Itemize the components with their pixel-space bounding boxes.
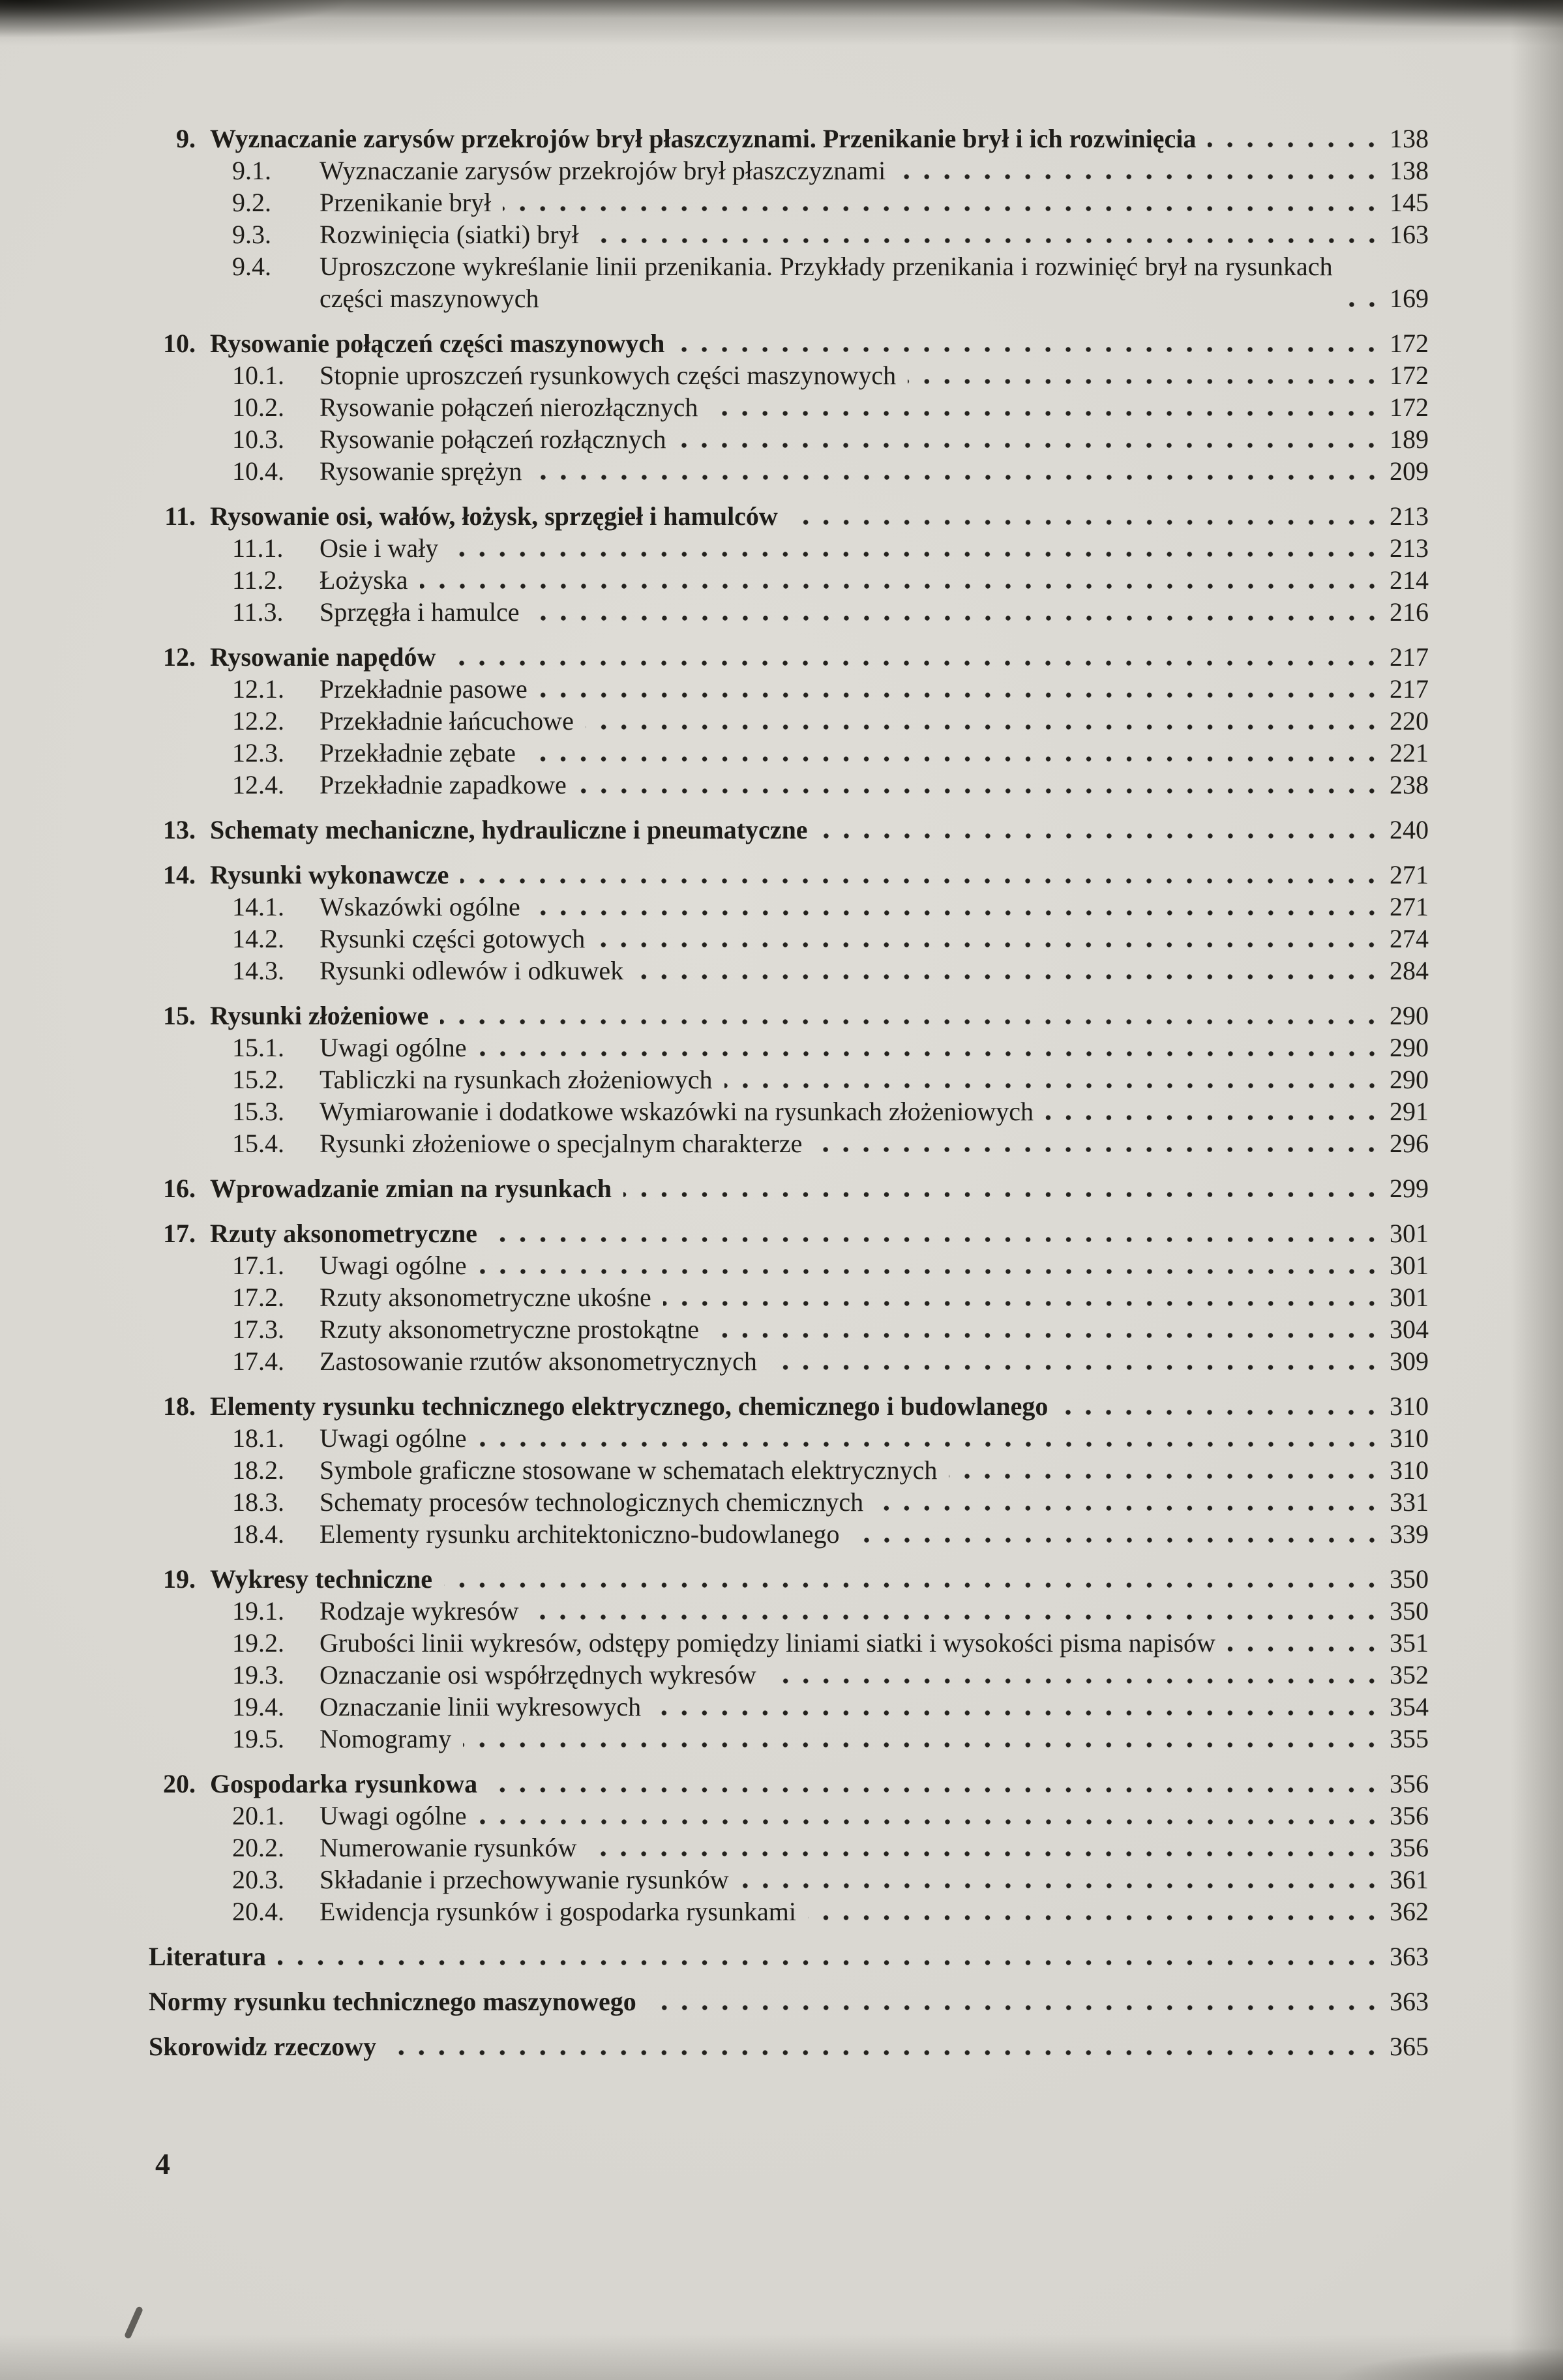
- entry-page: 290: [1390, 1001, 1429, 1030]
- entry-number: 15.: [163, 1001, 196, 1030]
- dot-leader: [479, 1440, 1382, 1448]
- dot-leader: [460, 877, 1382, 885]
- toc-row: [149, 186, 1450, 218]
- entry-title: Rozwinięcia (siatki) brył: [320, 220, 579, 249]
- entry-title: Przekładnie łańcuchowe: [320, 706, 574, 736]
- entry-title: Rysunki złożeniowe: [210, 1001, 429, 1030]
- entry-number: 19.4.: [232, 1692, 284, 1721]
- entry-title: Uwagi ogólne: [320, 1251, 467, 1280]
- toc-row: [149, 2030, 1450, 2062]
- entry-title: Rzuty aksonometryczne prostokątne: [320, 1315, 700, 1344]
- toc-row: [149, 1659, 1450, 1691]
- toc-row: [149, 327, 1450, 359]
- entry-title: Stopnie uproszczeń rysunkowych części maszynowych: [320, 361, 897, 390]
- entry-number: 19.: [163, 1564, 196, 1594]
- dot-leader: [447, 659, 1382, 667]
- scan-artifact-right-edge: [1511, 0, 1563, 2380]
- entry-title: Schematy procesów technologicznych chemicznych: [320, 1487, 864, 1517]
- entry-page: 309: [1390, 1346, 1429, 1376]
- entry-number: 18.: [163, 1391, 196, 1421]
- entry-page: 352: [1390, 1660, 1429, 1689]
- entry-page: 209: [1390, 456, 1429, 486]
- entry-number: 20.: [163, 1769, 196, 1798]
- scan-artifact-bottom-edge: [0, 2334, 1563, 2380]
- entry-number: 9.2.: [232, 188, 271, 217]
- dot-leader: [489, 1236, 1382, 1243]
- entry-page: 169: [1390, 284, 1429, 313]
- entry-title: Uwagi ogólne: [320, 1033, 467, 1062]
- entry-page: 310: [1390, 1391, 1429, 1421]
- entry-title: Wskazówki ogólne: [320, 892, 520, 921]
- toc-row: [149, 673, 1450, 705]
- entry-number: 11.: [164, 501, 196, 531]
- toc-row: [149, 923, 1450, 955]
- entry-number: 10.4.: [232, 456, 284, 486]
- entry-title: Przenikanie brył: [320, 188, 492, 217]
- entry-page: 163: [1390, 220, 1429, 249]
- toc-row: [149, 1486, 1450, 1518]
- dot-leader: [623, 1191, 1382, 1198]
- entry-title: Tabliczki na rysunkach złożeniowych: [320, 1065, 713, 1094]
- entry-page: 310: [1390, 1455, 1429, 1485]
- dot-leader: [578, 787, 1382, 795]
- dot-leader: [949, 1472, 1382, 1480]
- dot-leader: [648, 2004, 1382, 2012]
- entry-number: 20.4.: [232, 1897, 284, 1926]
- entry-title: Rysowanie osi, wałów, łożysk, sprzęgieł i hamulców: [210, 501, 778, 531]
- entry-title: Grubości linii wykresów, odstępy pomiędzy liniami siatki i wysokości pisma napisów: [320, 1628, 1215, 1658]
- entry-page: 217: [1390, 642, 1429, 672]
- entry-number: 17.3.: [232, 1315, 284, 1344]
- entry-number: 9.1.: [232, 156, 271, 185]
- toc-row: [149, 1313, 1450, 1345]
- toc-row: [149, 814, 1450, 846]
- entry-page: 361: [1390, 1865, 1429, 1894]
- entry-number: 19.2.: [232, 1628, 284, 1658]
- dot-leader: [852, 1536, 1382, 1544]
- entry-page: 238: [1390, 770, 1429, 799]
- dot-leader: [908, 378, 1382, 385]
- entry-number: 20.1.: [232, 1801, 284, 1830]
- entry-number: 17.2.: [232, 1283, 284, 1312]
- dot-leader: [1045, 1114, 1382, 1122]
- entry-page: 172: [1390, 393, 1429, 422]
- entry-page: 138: [1390, 156, 1429, 185]
- dot-leader: [489, 1786, 1382, 1794]
- entry-number: 11.1.: [232, 533, 284, 563]
- entry-page: 355: [1390, 1724, 1429, 1753]
- entry-page: 291: [1390, 1097, 1429, 1126]
- entry-title: Składanie i przechowywanie rysunków: [320, 1865, 729, 1894]
- entry-number: 12.4.: [232, 770, 284, 799]
- entry-title: Numerowanie rysunków: [320, 1833, 577, 1862]
- entry-title: Ewidencja rysunków i gospodarka rysunkami: [320, 1897, 796, 1926]
- entry-title: Elementy rysunku architektoniczno-budowlanego: [320, 1519, 840, 1549]
- entry-title: Rysowanie połączeń części maszynowych: [210, 329, 665, 358]
- entry-page: 363: [1390, 1987, 1429, 2016]
- entry-title: Elementy rysunku technicznego elektrycznego, chemicznego i budowlanego: [210, 1391, 1049, 1421]
- dot-leader: [450, 550, 1382, 558]
- entry-page: 213: [1390, 501, 1429, 531]
- entry-title: Przekładnie zapadkowe: [320, 770, 567, 799]
- toc-row: [149, 123, 1450, 155]
- toc-row: [149, 1832, 1450, 1864]
- toc-row: [149, 1723, 1450, 1755]
- toc-row: [149, 1518, 1450, 1550]
- entry-title: Przekładnie pasowe: [320, 674, 528, 704]
- entry-number: 15.2.: [232, 1065, 284, 1094]
- dot-leader: [479, 1818, 1382, 1826]
- entry-title: Sprzęgła i hamulce: [320, 597, 520, 627]
- dot-leader: [586, 723, 1382, 731]
- entry-number: 12.2.: [232, 706, 284, 736]
- entry-page: 299: [1390, 1174, 1429, 1203]
- entry-title: Rysowanie połączeń rozłącznych: [320, 424, 666, 454]
- dot-leader: [711, 1331, 1382, 1339]
- dot-leader: [531, 614, 1382, 622]
- entry-title: Rysunki części gotowych: [320, 924, 586, 953]
- entry-page: 271: [1390, 892, 1429, 921]
- dot-leader: [653, 1709, 1382, 1717]
- dot-leader: [635, 973, 1382, 981]
- dot-leader: [591, 237, 1382, 245]
- toc-row: [149, 564, 1450, 596]
- entry-page: 220: [1390, 706, 1429, 736]
- entry-number: 19.5.: [232, 1724, 284, 1753]
- entry-page: 296: [1390, 1129, 1429, 1158]
- entry-number: 9.4.: [232, 252, 271, 281]
- entry-number: 11.2.: [232, 565, 284, 595]
- entry-page: 354: [1390, 1692, 1429, 1721]
- dot-leader: [663, 1300, 1382, 1307]
- entry-title: Rysunki złożeniowe o specjalnym charakterze: [320, 1129, 803, 1158]
- entry-number: 14.2.: [232, 924, 284, 953]
- entry-title: Wyznaczanie zarysów przekrojów brył płaszczyznami: [320, 156, 886, 185]
- entry-number: 10.1.: [232, 361, 284, 390]
- entry-number: 14.1.: [232, 892, 284, 921]
- entry-title: Rzuty aksonometryczne ukośne: [320, 1283, 651, 1312]
- dot-leader: [444, 1581, 1382, 1589]
- entry-page: 213: [1390, 533, 1429, 563]
- toc-row: [149, 391, 1450, 423]
- toc-row: [149, 1422, 1450, 1454]
- dot-leader: [479, 1268, 1382, 1275]
- entry-number: 12.3.: [232, 738, 284, 767]
- page-number: 4: [155, 2147, 170, 2180]
- dot-leader: [790, 518, 1382, 526]
- entry-page: 214: [1390, 565, 1429, 595]
- entry-title: Oznaczanie osi współrzędnych wykresów: [320, 1660, 756, 1689]
- toc-row: [149, 500, 1450, 532]
- entry-page: 284: [1390, 956, 1429, 985]
- toc-row: [149, 250, 1450, 314]
- dot-leader: [530, 1613, 1382, 1621]
- entry-title: Osie i wały: [320, 533, 439, 563]
- dot-leader: [388, 2049, 1382, 2057]
- toc-row: [149, 1095, 1450, 1127]
- entry-page: 339: [1390, 1519, 1429, 1549]
- scan-artifact-mark: [124, 2306, 143, 2340]
- dot-leader: [709, 409, 1382, 417]
- dot-leader: [768, 1677, 1382, 1685]
- table-of-contents: [149, 110, 1450, 2062]
- entry-page: 350: [1390, 1564, 1429, 1594]
- toc-row: [149, 455, 1450, 487]
- toc-row: [149, 1986, 1450, 2017]
- dot-leader: [769, 1363, 1382, 1371]
- toc-row: [149, 532, 1450, 564]
- toc-row: [149, 1064, 1450, 1095]
- toc-row: [149, 1172, 1450, 1204]
- entry-page: 221: [1390, 738, 1429, 767]
- entry-number: 9.: [176, 124, 196, 153]
- toc-row: [149, 1281, 1450, 1313]
- entry-page: 290: [1390, 1033, 1429, 1062]
- entry-page: 304: [1390, 1315, 1429, 1344]
- toc-row: [149, 1127, 1450, 1159]
- entry-number: 16.: [163, 1174, 196, 1203]
- entry-page: 274: [1390, 924, 1429, 953]
- entry-page: 310: [1390, 1423, 1429, 1453]
- entry-title: Rzuty aksonometryczne: [210, 1219, 477, 1248]
- dot-leader: [897, 173, 1382, 181]
- dot-leader: [1345, 301, 1382, 308]
- entry-title: Oznaczanie linii wykresowych: [320, 1692, 642, 1721]
- entry-title: Wprowadzanie zmian na rysunkach: [210, 1174, 612, 1203]
- entry-number: 15.1.: [232, 1033, 284, 1062]
- dot-leader: [539, 691, 1382, 699]
- dot-leader: [1060, 1408, 1382, 1416]
- entry-page: 172: [1390, 329, 1429, 358]
- entry-number: 19.3.: [232, 1660, 284, 1689]
- entry-number: 13.: [163, 815, 196, 844]
- entry-title: Rysunki wykonawcze: [210, 860, 449, 889]
- toc-row: [149, 1800, 1450, 1832]
- entry-page: 301: [1390, 1283, 1429, 1312]
- toc-row: [149, 859, 1450, 891]
- dot-leader: [479, 1050, 1382, 1058]
- entry-page: 290: [1390, 1065, 1429, 1094]
- entry-title: Uproszczone wykreślanie linii przenikania. Przykłady przenikania i rozwinięć brył na rysunkach części maszynowych: [320, 252, 1333, 313]
- toc-row: [149, 1595, 1450, 1627]
- dot-leader: [588, 1850, 1382, 1858]
- entry-title: Wyznaczanie zarysów przekrojów brył płaszczyznami. Przenikanie brył i ich rozwinięcia: [210, 124, 1197, 153]
- dot-leader: [808, 1914, 1382, 1922]
- entry-number: 14.: [163, 860, 196, 889]
- entry-page: 365: [1390, 2032, 1429, 2061]
- entry-page: 331: [1390, 1487, 1429, 1517]
- entry-title: Nomogramy: [320, 1724, 452, 1753]
- dot-leader: [597, 941, 1382, 949]
- entry-title: Schematy mechaniczne, hydrauliczne i pneumatyczne: [210, 815, 808, 844]
- entry-page: 138: [1390, 124, 1429, 153]
- toc-row: [149, 1032, 1450, 1064]
- dot-leader: [532, 909, 1382, 917]
- dot-leader: [528, 755, 1382, 763]
- entry-page: 301: [1390, 1251, 1429, 1280]
- entry-page: 216: [1390, 597, 1429, 627]
- toc-row: [149, 641, 1450, 673]
- toc-row: [149, 218, 1450, 250]
- dot-leader: [820, 832, 1382, 840]
- entry-number: 18.2.: [232, 1455, 284, 1485]
- dot-leader: [1227, 1645, 1382, 1653]
- entry-number: 12.1.: [232, 674, 284, 704]
- entry-title: Symbole graficzne stosowane w schematach elektrycznych: [320, 1455, 938, 1485]
- entry-page: 362: [1390, 1897, 1429, 1926]
- dot-leader: [724, 1082, 1382, 1090]
- entry-page: 172: [1390, 361, 1429, 390]
- entry-number: 18.4.: [232, 1519, 284, 1549]
- toc-row: [149, 1000, 1450, 1032]
- entry-page: 145: [1390, 188, 1429, 217]
- entry-title: Rodzaje wykresów: [320, 1596, 519, 1626]
- toc-row: [149, 1896, 1450, 1927]
- toc-row: [149, 359, 1450, 391]
- entry-number: 19.1.: [232, 1596, 284, 1626]
- entry-number: 17.4.: [232, 1346, 284, 1376]
- entry-page: 217: [1390, 674, 1429, 704]
- entry-title: Gospodarka rysunkowa: [210, 1769, 478, 1798]
- entry-number: 18.1.: [232, 1423, 284, 1453]
- entry-title: Wykresy techniczne: [210, 1564, 433, 1594]
- toc-row: [149, 1563, 1450, 1595]
- dot-leader: [278, 1959, 1382, 1967]
- entry-page: 356: [1390, 1769, 1429, 1798]
- entry-title: Łożyska: [320, 565, 408, 595]
- toc-row: [149, 1627, 1450, 1659]
- dot-leader: [741, 1882, 1382, 1890]
- toc-row: [149, 423, 1450, 455]
- toc-row: [149, 955, 1450, 987]
- toc-row: [149, 1217, 1450, 1249]
- dot-leader: [503, 205, 1382, 213]
- entry-title: Skorowidz rzeczowy: [149, 2032, 377, 2061]
- entry-number: 20.3.: [232, 1865, 284, 1894]
- dot-leader: [440, 1018, 1382, 1026]
- entry-title: Uwagi ogólne: [320, 1801, 467, 1830]
- entry-number: 10.2.: [232, 393, 284, 422]
- entry-title: Rysowanie połączeń nierozłącznych: [320, 393, 698, 422]
- toc-row: [149, 155, 1450, 186]
- dot-leader: [1208, 141, 1382, 149]
- entry-number: 11.3.: [232, 597, 284, 627]
- entry-number: 12.: [163, 642, 196, 672]
- entry-number: 10.3.: [232, 424, 284, 454]
- toc-row: [149, 705, 1450, 737]
- entry-page: 301: [1390, 1219, 1429, 1248]
- dot-leader: [875, 1504, 1382, 1512]
- entry-title: Zastosowanie rzutów aksonometrycznych: [320, 1346, 757, 1376]
- toc-row: [149, 1768, 1450, 1800]
- toc-row: [149, 1249, 1450, 1281]
- entry-number: 9.3.: [232, 220, 271, 249]
- entry-title: Przekładnie zębate: [320, 738, 516, 767]
- toc-row: [149, 1390, 1450, 1422]
- dot-leader: [677, 441, 1382, 449]
- entry-title: Literatura: [149, 1942, 266, 1971]
- dot-leader: [676, 346, 1382, 353]
- toc-row: [149, 737, 1450, 769]
- toc-row: [149, 596, 1450, 628]
- entry-title: Rysowanie sprężyn: [320, 456, 522, 486]
- entry-number: 10.: [163, 329, 196, 358]
- entry-page: 189: [1390, 424, 1429, 454]
- entry-title: Rysunki odlewów i odkuwek: [320, 956, 624, 985]
- dot-leader: [814, 1146, 1382, 1153]
- toc-row: [149, 1691, 1450, 1723]
- entry-page: 356: [1390, 1801, 1429, 1830]
- scan-artifact-top-edge: [0, 0, 1563, 46]
- dot-leader: [463, 1741, 1382, 1749]
- entry-number: 15.3.: [232, 1097, 284, 1126]
- dot-leader: [420, 582, 1382, 590]
- entry-title: Uwagi ogólne: [320, 1423, 467, 1453]
- entry-title: Wymiarowanie i dodatkowe wskazówki na rysunkach złożeniowych: [320, 1097, 1034, 1126]
- entry-number: 18.3.: [232, 1487, 284, 1517]
- entry-title: Rysowanie napędów: [210, 642, 436, 672]
- entry-number: 17.: [163, 1219, 196, 1248]
- toc-row: [149, 769, 1450, 801]
- entry-number: 17.1.: [232, 1251, 284, 1280]
- entry-page: 350: [1390, 1596, 1429, 1626]
- entry-page: 271: [1390, 860, 1429, 889]
- toc-row: [149, 1864, 1450, 1896]
- toc-row: [149, 1454, 1450, 1486]
- entry-title: Normy rysunku technicznego maszynowego: [149, 1987, 636, 2016]
- entry-number: 14.3.: [232, 956, 284, 985]
- entry-number: 15.4.: [232, 1129, 284, 1158]
- toc-row: [149, 1941, 1450, 1972]
- toc-row: [149, 891, 1450, 923]
- entry-page: 351: [1390, 1628, 1429, 1658]
- entry-page: 363: [1390, 1942, 1429, 1971]
- toc-row: [149, 1345, 1450, 1377]
- entry-page: 240: [1390, 815, 1429, 844]
- entry-page: 356: [1390, 1833, 1429, 1862]
- entry-number: 20.2.: [232, 1833, 284, 1862]
- dot-leader: [534, 473, 1382, 481]
